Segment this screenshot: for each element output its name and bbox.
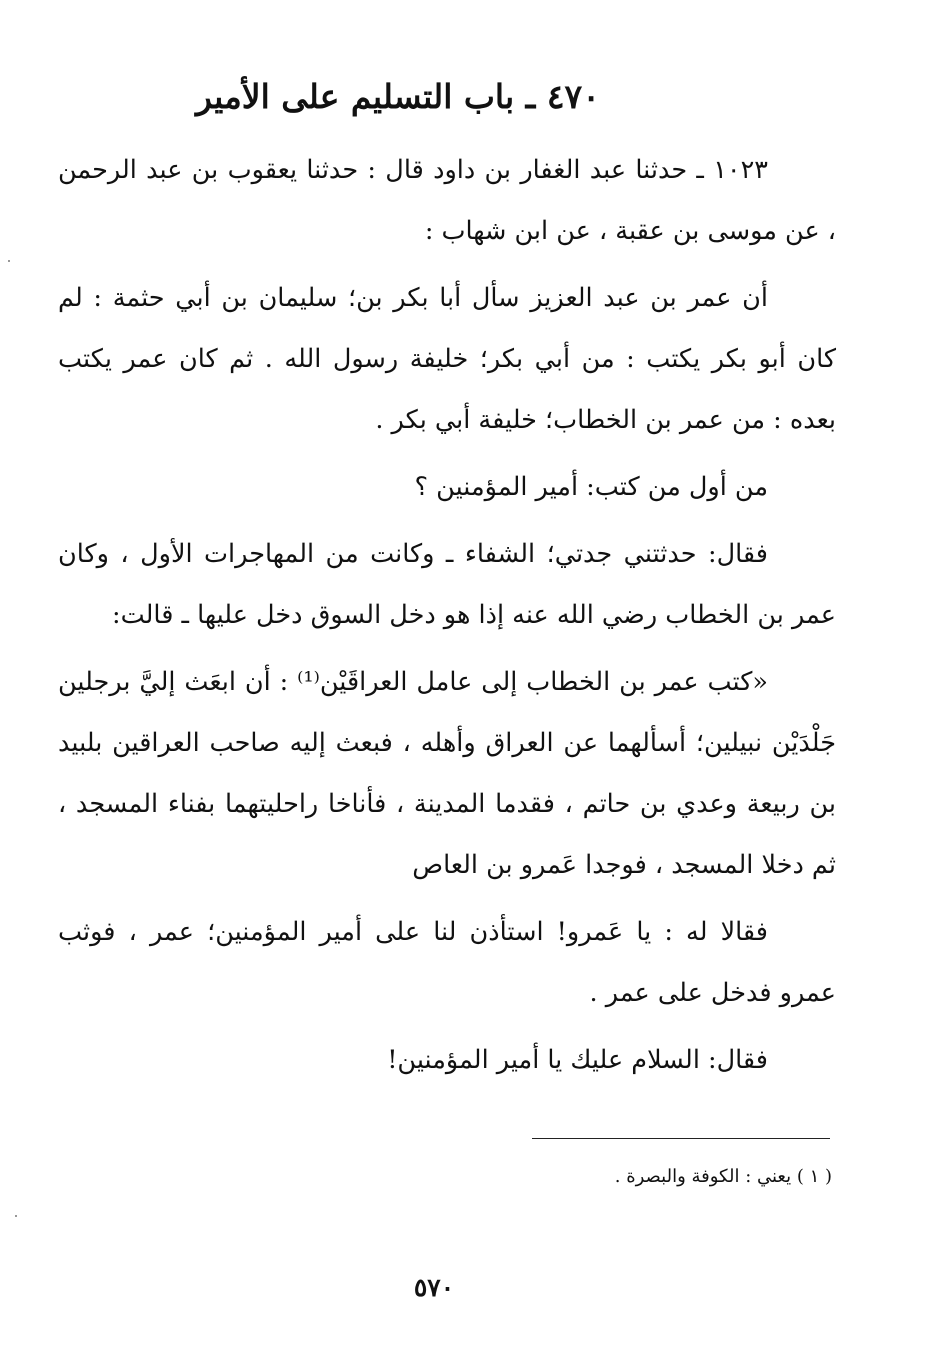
hadith-body [58,140,836,1097]
chapter-title: ٤٧٠ ـ باب التسليم على الأمير [195,77,600,116]
scan-speck [8,260,10,262]
scan-speck [15,1215,17,1217]
footnote-separator [532,1138,830,1139]
request-paragraph: فقالا له : يا عَمرو! استأذن لنا على أمير المؤمنين؛ عمر ، فوثب عمرو فدخل على عمر . [58,917,836,1008]
greeting-paragraph: فقال: السلام عليك يا أمير المؤمنين! [387,1045,768,1075]
hadith-isnad-paragraph: ١٠٢٣ ـ حدثنا عبد الغفار بن داود قال : حدثنا يعقوب بن عبد الرحمن ، عن موسى بن عقبة ، عن ابن شهاب : [58,155,836,246]
letter-paragraph: «كتب عمر بن الخطاب إلى عامل العراقَيْن⁽¹⁾ : أن ابعَث إليَّ برجلين جَلْدَيْن نبيلين؛ أسألهما عن العراق وأهله ، فبعث إليه صاحب العراقين بلبيد بن ربيعة وعدي بن حاتم ، فقدما المدينة ، فأناخا راحليتهما بفناء المسجد ، ثم دخلا المسجد ، فوجدا عَمرو بن العاص [58,667,836,880]
question-line: من أول من كتب: أمير المؤمنين ؟ [414,472,768,502]
footnote: ( ١ ) يعني : الكوفة والبصرة . [614,1166,832,1187]
page-number: ٥٧٠ [413,1273,455,1302]
question-paragraph: أن عمر بن عبد العزيز سأل أبا بكر بن؛ سليمان بن أبي حثمة : لم كان أبو بكر يكتب : من أبي بكر؛ خليفة رسول الله . ثم كان عمر يكتب بعده : من عمر بن الخطاب؛ خليفة أبي بكر . [58,283,836,435]
answer-intro-paragraph: فقال: حدثتني جدتي؛ الشفاء ـ وكانت من المهاجرات الأول ، وكان عمر بن الخطاب رضي الله عنه إذا هو دخل السوق دخل عليها ـ قالت: [58,539,836,630]
